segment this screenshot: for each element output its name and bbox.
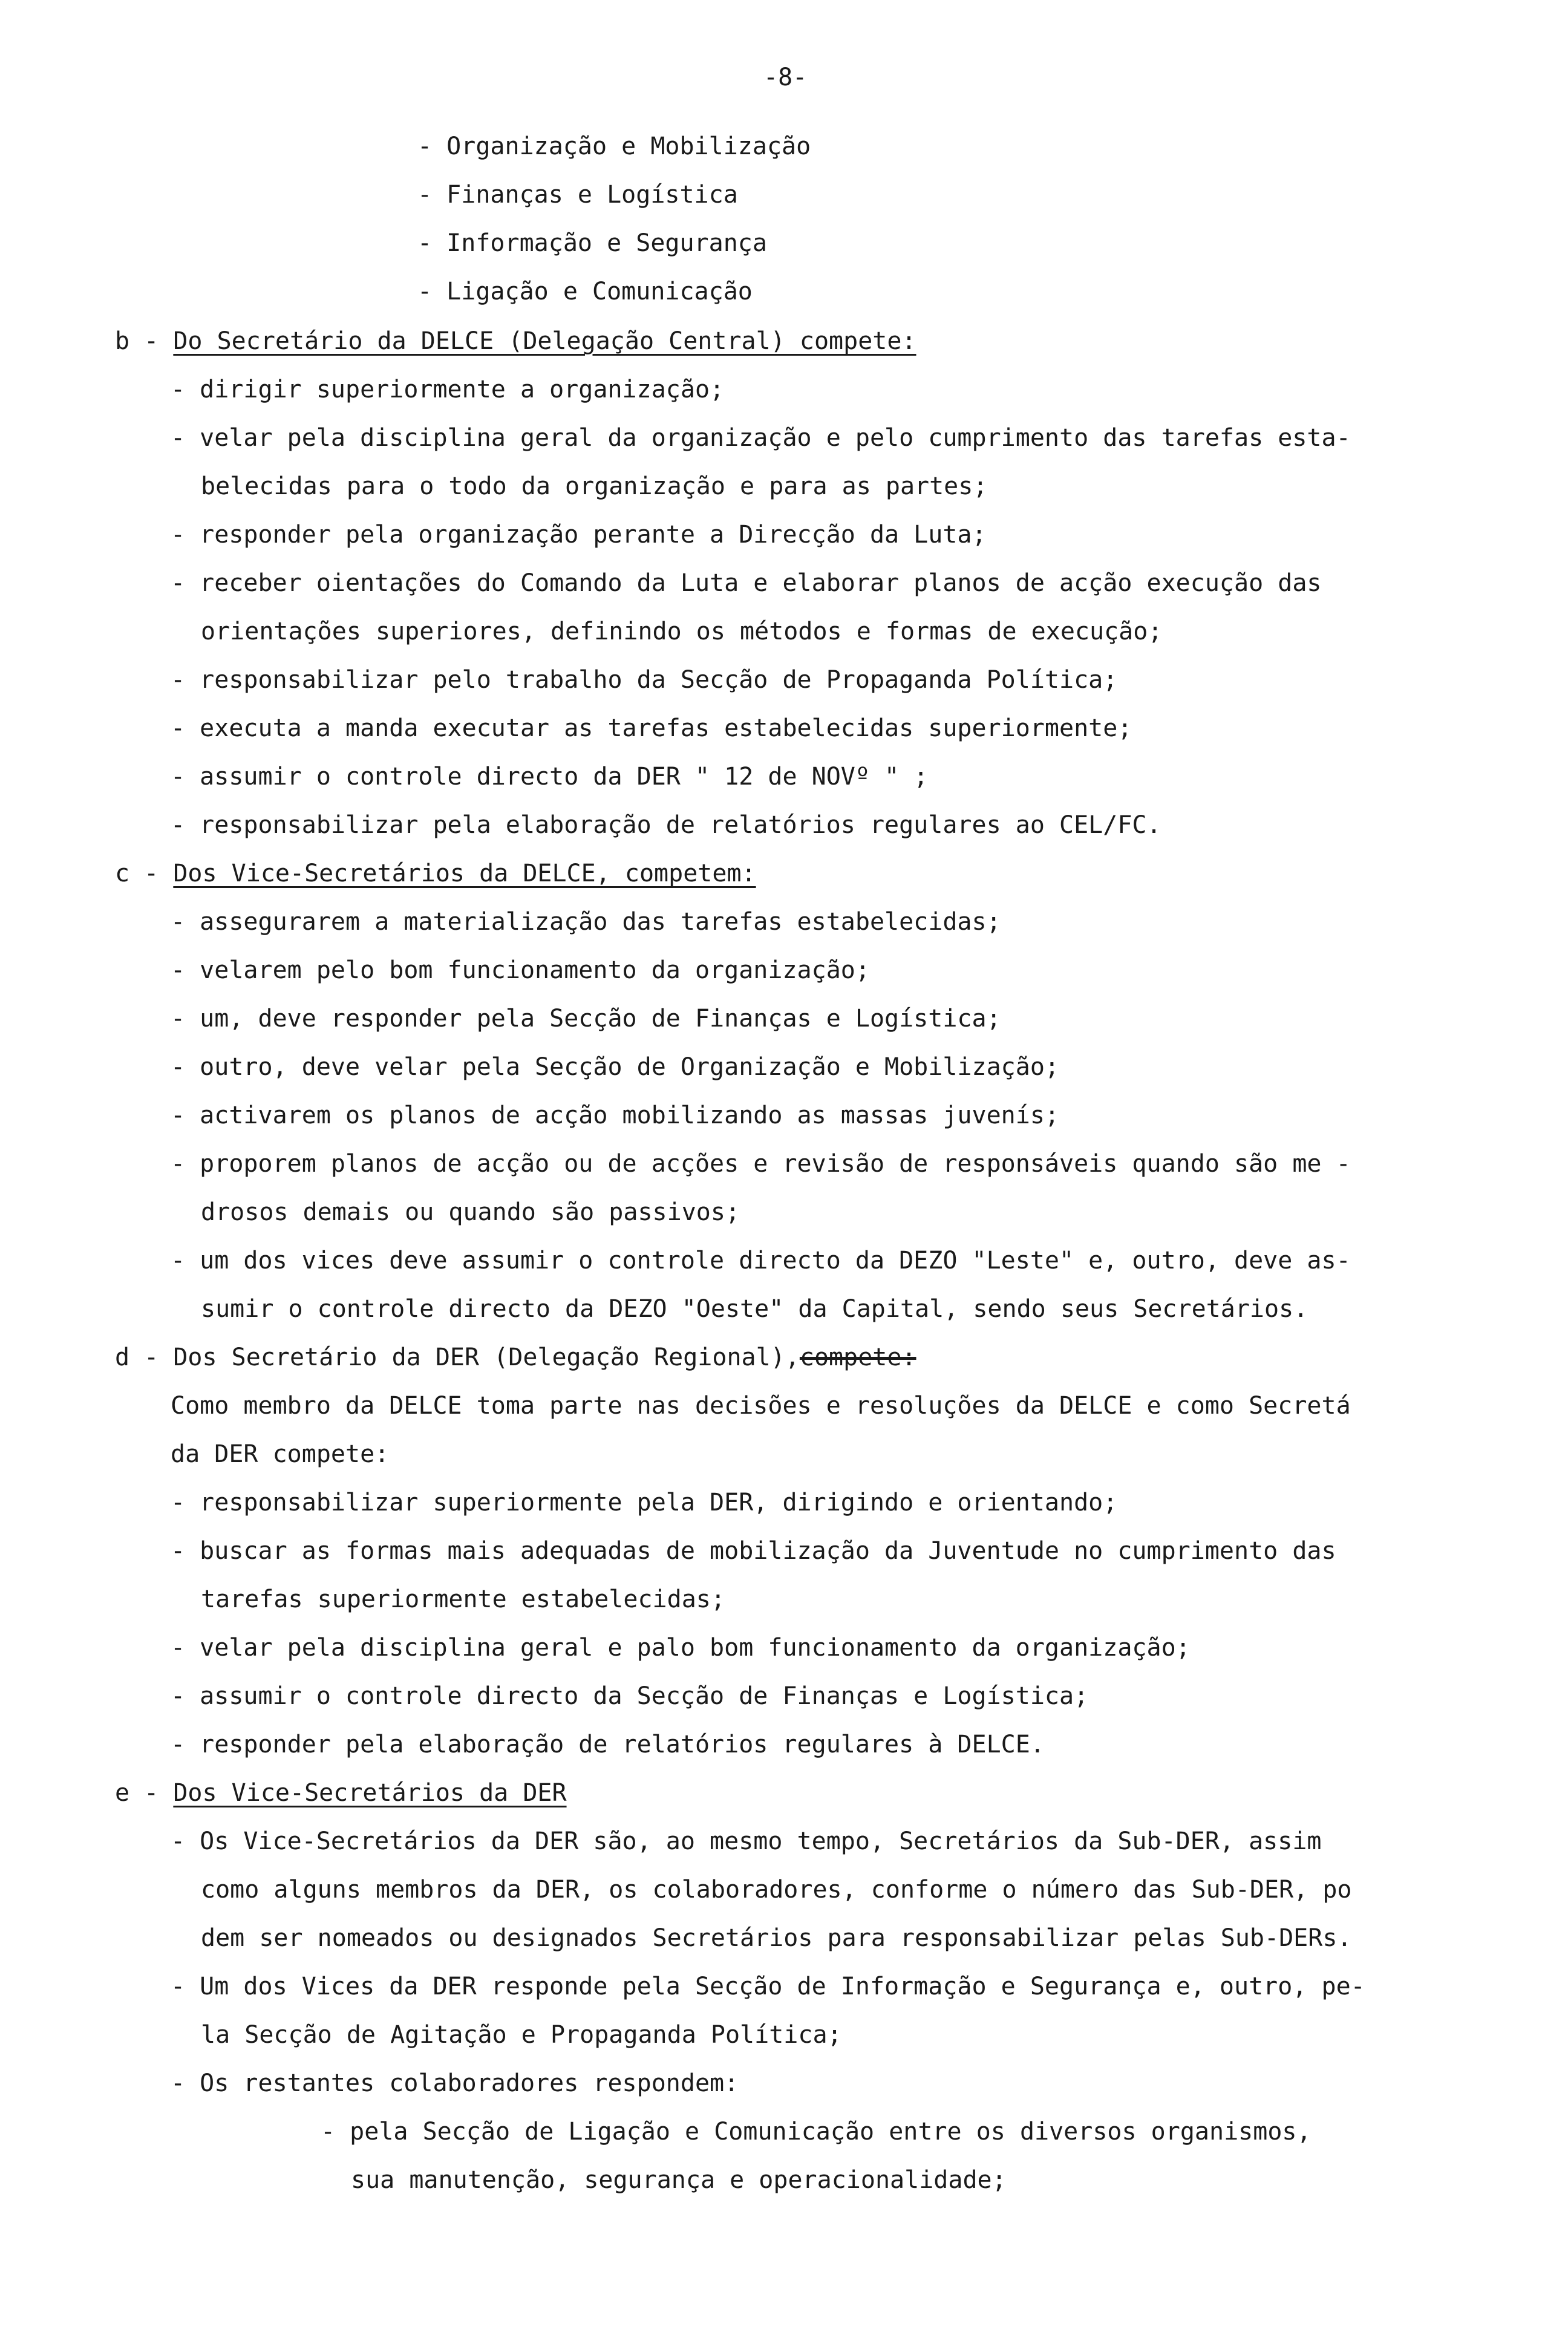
list-item: - velarem pelo bom funcionamento da organização; — [171, 956, 870, 984]
section-c-heading — [115, 859, 756, 888]
list-item: - responsabilizar pelo trabalho da Secção de Propaganda Política; — [171, 666, 1118, 694]
list-item: - dirigir superiormente a organização; — [171, 376, 725, 403]
list-item: - pela Secção de Ligação e Comunicação entre os diversos organismos, — [321, 2118, 1312, 2146]
struck-word: compete: — [799, 1344, 916, 1371]
section-b-heading — [115, 327, 916, 356]
section-letter: d - — [115, 1344, 159, 1371]
list-item: - Organização e Mobilização — [417, 132, 811, 160]
list-item: - Os Vice-Secretários da DER são, ao mesmo tempo, Secretários da Sub-DER, assim — [171, 1827, 1322, 1855]
section-letter: e - — [115, 1779, 159, 1807]
section-e-heading — [115, 1778, 567, 1807]
list-item: - um dos vices deve assumir o controle directo da DEZO "Leste" e, outro, deve as- — [171, 1247, 1351, 1275]
list-item: - responsabilizar pela elaboração de relatórios regulares ao CEL/FC. — [171, 811, 1161, 839]
section-d-heading — [115, 1343, 916, 1372]
list-item: - buscar as formas mais adequadas de mobilização da Juventude no cumprimento das — [171, 1537, 1336, 1565]
list-item: - assumir o controle directo da Secção de Finanças e Logística; — [171, 1682, 1089, 1710]
list-item: como alguns membros da DER, os colaboradores, conforme o número das Sub-DER, po — [201, 1876, 1352, 1904]
list-item: - velar pela disciplina geral da organização e pelo cumprimento das tarefas esta- — [171, 424, 1351, 452]
list-item: - responder pela elaboração de relatórios regulares à DELCE. — [171, 1731, 1045, 1758]
list-item: - outro, deve velar pela Secção de Organização e Mobilização; — [171, 1053, 1060, 1081]
list-item: - responder pela organização perante a Direcção da Luta; — [171, 521, 987, 549]
list-item: - Finanças e Logística — [417, 181, 738, 209]
list-item: - proporem planos de acção ou de acções e revisão de responsáveis quando são me - — [171, 1150, 1351, 1178]
list-item: sua manutenção, segurança e operacionalidade; — [351, 2166, 1007, 2194]
list-item: - um, deve responder pela Secção de Finanças e Logística; — [171, 1005, 1001, 1033]
section-letter: c - — [115, 860, 159, 887]
list-item: - responsabilizar superiormente pela DER, dirigindo e orientando; — [171, 1489, 1118, 1517]
section-title: Dos Vice-Secretários da DER — [173, 1779, 567, 1807]
list-item: - receber oientações do Comando da Luta e elaborar planos de acção execução das — [171, 569, 1322, 597]
page-number: -8- — [763, 64, 808, 91]
paragraph-line: Como membro da DELCE toma parte nas decisões e resoluções da DELCE e como Secretá — [171, 1392, 1351, 1420]
section-title: Dos Secretário da DER (Delegação Regional), — [173, 1344, 800, 1371]
list-item: - Um dos Vices da DER responde pela Secção de Informação e Segurança e, outro, pe- — [171, 1973, 1365, 2000]
list-item: orientações superiores, definindo os métodos e formas de execução; — [201, 618, 1163, 645]
list-item: la Secção de Agitação e Propaganda Política; — [201, 2021, 842, 2049]
list-item: belecidas para o todo da organização e para as partes; — [201, 472, 988, 500]
list-item: tarefas superiormente estabelecidas; — [201, 1585, 725, 1613]
list-item: - assegurarem a materialização das tarefas estabelecidas; — [171, 908, 1001, 936]
list-item: drosos demais ou quando são passivos; — [201, 1198, 740, 1226]
paragraph-line: da DER compete: — [171, 1440, 390, 1468]
list-item: - Ligação e Comunicação — [417, 278, 753, 305]
list-item: - Os restantes colaboradores respondem: — [171, 2069, 739, 2097]
list-item: - Informação e Segurança — [417, 229, 767, 257]
section-title: Do Secretário da DELCE (Delegação Central) compete: — [173, 327, 916, 355]
list-item: dem ser nomeados ou designados Secretários para responsabilizar pelas Sub-DERs. — [201, 1924, 1352, 1952]
list-item: sumir o controle directo da DEZO "Oeste" da Capital, sendo seus Secretários. — [201, 1295, 1308, 1323]
section-letter: b - — [115, 327, 159, 355]
list-item: - velar pela disciplina geral e palo bom funcionamento da organização; — [171, 1634, 1191, 1662]
list-item: - assumir o controle directo da DER " 12 de NOVº " ; — [171, 763, 929, 791]
section-title: Dos Vice-Secretários da DELCE, competem: — [173, 860, 756, 887]
list-item: - executa a manda executar as tarefas estabelecidas superiormente; — [171, 714, 1132, 742]
list-item: - activarem os planos de acção mobilizando as massas juvenís; — [171, 1102, 1060, 1129]
